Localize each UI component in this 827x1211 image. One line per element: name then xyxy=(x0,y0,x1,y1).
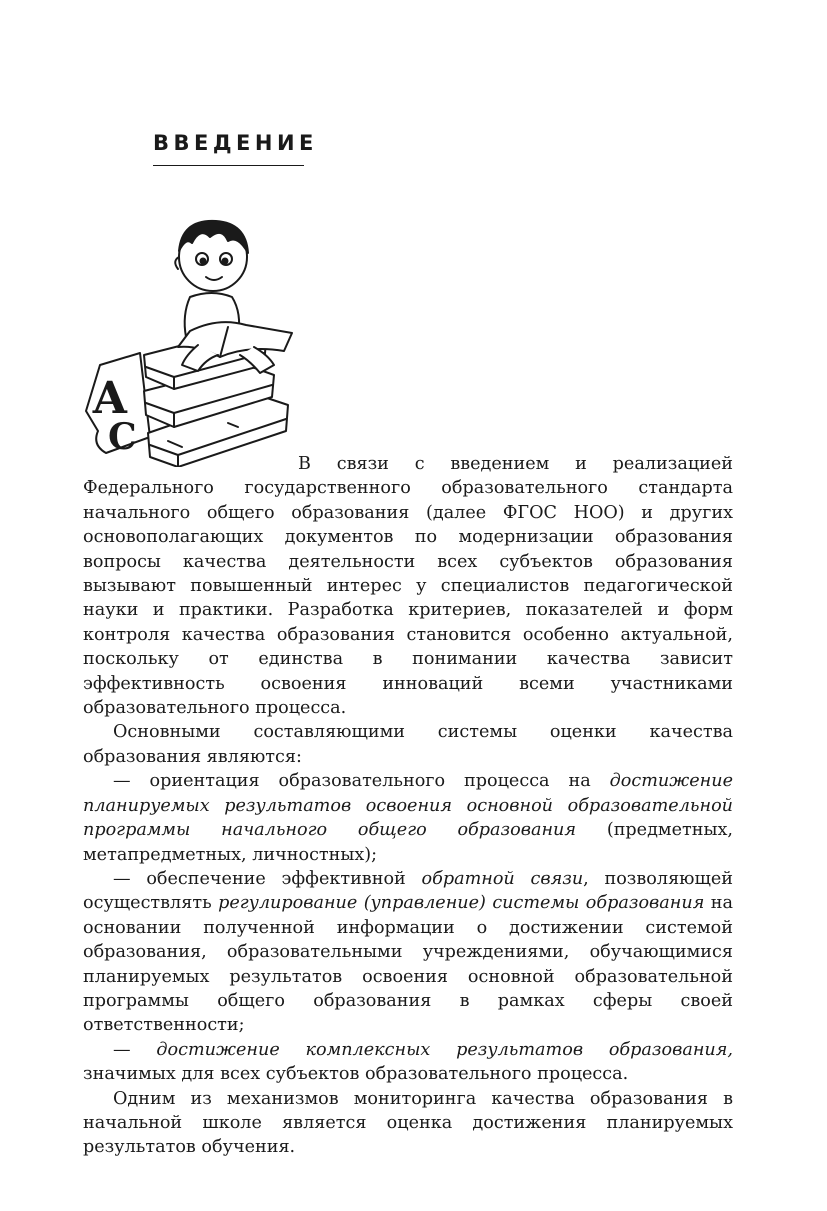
paragraph-monitoring: Одним из механизмов мониторинга качества образования в начальной школе является оценка достижения планируемых результатов обучения. xyxy=(83,1088,733,1158)
paragraph-intro: В связи с введением и реализацией Федерального государственного образовательного стандарта начального общего образования (далее ФГОС НОО) и других основополагающих документов по модернизации образования вопросы качества деятельности всех субъектов образования вызывают повышенный интерес у специалистов педагогической науки и практики. Разработка критериев, показателей и форм контроля качества образования становится особенно актуальной, поскольку от единства в понимании качества зависит эффективность освоения инноваций всеми участниками образовательного процесса. xyxy=(83,454,733,719)
illustration-letter-c: С xyxy=(108,416,137,458)
chapter-heading: ВВЕДЕНИЕ xyxy=(153,131,318,155)
illustration-letter-a: А xyxy=(92,373,128,424)
body-text xyxy=(83,452,733,1160)
list-item-orientation: — ориентация образовательного процесса на достижение планируемых результатов освоения основной образовательной программы начального общего образования (предметных, метапредметных, личностных); xyxy=(83,771,733,865)
list-item-achievement: — достижение комплексных результатов образования, значимых для всех субъектов образовательного процесса. xyxy=(83,1039,733,1085)
paragraph-components: Основными составляющими системы оценки качества образования являются: xyxy=(83,722,733,767)
heading-underline xyxy=(153,165,304,166)
boy-reading-books-illustration xyxy=(78,205,293,467)
list-item-feedback: — обеспечение эффективной обратной связи, позволяющей осуществлять регулирование (управление) системы образования на основании полученной информации о достижении системой образования, образовательными учреждениями, обучающимися планируемых результатов освоения основной образовательной программы общего образования в рамках сферы своей ответственности; xyxy=(83,868,733,1036)
